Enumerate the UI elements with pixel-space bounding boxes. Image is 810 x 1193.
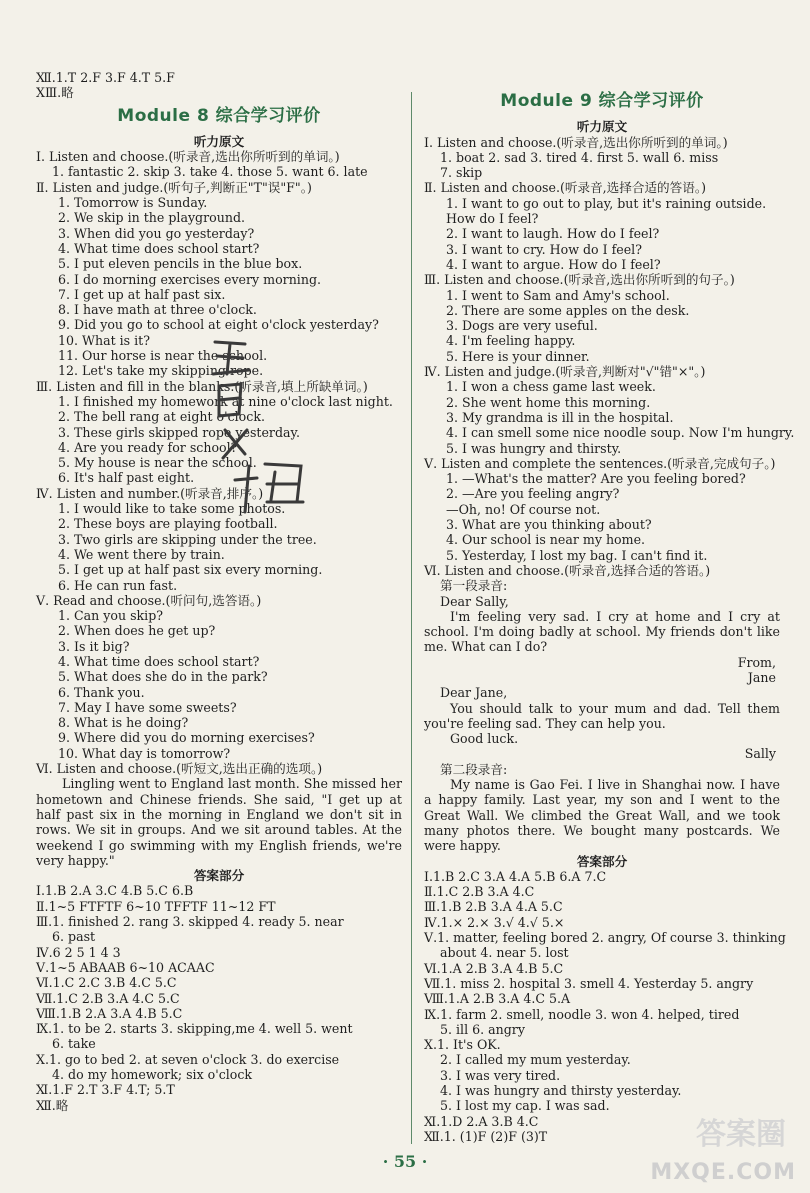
listening-line: 1. I finished my homework at nine o'clock last night.: [58, 393, 393, 409]
answer-line: 6. past: [52, 929, 96, 945]
listening-line: 3. Two girls are skipping under the tree.: [58, 531, 317, 547]
listening-line: 4. What time does school start?: [58, 653, 260, 669]
answer-line: Ⅲ.1. finished 2. rang 3. skipped 4. ready 5. near: [36, 914, 344, 930]
listening-line: 1. I won a chess game last week.: [446, 379, 656, 395]
answer-line: Ⅱ.1.C 2.B 3.A 4.C: [424, 884, 535, 900]
listening-line: 9. Where did you do morning exercises?: [58, 730, 315, 746]
listening-line: 第二段录音:: [440, 761, 508, 777]
answer-line: 2. I called my mum yesterday.: [440, 1052, 631, 1068]
listening-line: 2. These boys are playing football.: [58, 516, 278, 532]
answer-line: Ⅹ.1. go to bed 2. at seven o'clock 3. do exercise: [36, 1051, 340, 1067]
left-top-lines: [36, 70, 402, 101]
listening-line: Ⅰ. Listen and choose.(听录音,选出你所听到的单词。): [424, 134, 728, 150]
listening-line: Lingling went to England last month. She missed her hometown and Chinese friends. She said, "I get up at half past six in the morning in England we don't sit in rows. We sit in groups. And we sit around tables. At the weekend I go swimming with my English friends, we're very happy.": [36, 776, 402, 868]
listening-line: 6. It's half past eight.: [58, 470, 195, 486]
right-answers-title: 答案部分: [576, 853, 628, 869]
listening-line: 5. I was hungry and thirsty.: [446, 440, 622, 456]
listening-line: 12. Let's take my skipping rope.: [58, 363, 264, 379]
listening-line: 1. I want to go out to play, but it's raining outside.: [446, 195, 767, 211]
answer-line: Ⅰ.1.B 2.C 3.A 4.A 5.B 6.A 7.C: [424, 868, 607, 884]
listening-line: 3. These girls skipped rope yesterday.: [58, 424, 300, 440]
right-listening-section: [424, 134, 795, 854]
answer-line: 4. do my homework; six o'clock: [52, 1067, 253, 1082]
answer-line: Ⅲ.1.B 2.B 3.A 4.A 5.C: [424, 899, 563, 915]
answer-line: Ⅵ.1.C 2.C 3.B 4.C 5.C: [36, 975, 177, 991]
listening-line: 10. What is it?: [58, 332, 150, 348]
listening-line: 1. Can you skip?: [58, 608, 164, 624]
answer-line: Ⅴ.1~5 ABAAB 6~10 ACAAC: [36, 959, 215, 975]
answer-line: Ⅳ.6 2 5 1 4 3: [36, 944, 121, 960]
left-answers-title: 答案部分: [193, 868, 245, 884]
listening-line: 2. The bell rang at eight o'clock.: [58, 409, 265, 425]
answer-line: Ⅹ.1. It's OK.: [424, 1037, 501, 1053]
module-8-title: Module 8 综合学习评价: [117, 105, 321, 126]
listening-line: —Oh, no! Of course not.: [446, 501, 601, 517]
listening-line: Ⅳ. Listen and judge.(听录音,判断对"√"错"×"。): [424, 364, 706, 380]
answer-line: Ⅺ.1.F 2.T 3.F 4.T; 5.T: [36, 1082, 175, 1098]
answer-line: 5. I lost my cap. I was sad.: [440, 1098, 610, 1114]
listening-line: 3. Dogs are very useful.: [446, 318, 598, 334]
listening-line: 8. I have math at three o'clock.: [58, 302, 257, 318]
listening-line: 5. Yesterday, I lost my bag. I can't find it.: [446, 547, 708, 563]
answer-line: Ⅳ.1.× 2.× 3.√ 4.√ 5.×: [424, 914, 565, 930]
answer-line: Ⅸ.1. to be 2. starts 3. skipping,me 4. well 5. went: [36, 1021, 353, 1037]
listening-line: Ⅴ. Read and choose.(听问句,选答语。): [36, 592, 262, 608]
answer-line: Ⅵ.1.A 2.B 3.A 4.B 5.C: [424, 960, 564, 976]
listening-line: 10. What day is tomorrow?: [58, 745, 231, 761]
listening-line: 7. May I have some sweets?: [58, 699, 237, 715]
answer-line: 6. take: [52, 1036, 96, 1052]
watermark-text: MXQE.COM: [650, 1160, 796, 1185]
listening-line: Ⅲ. Listen and fill in the blanks.(听录音,填上所缺单词。): [36, 378, 368, 394]
answer-line: Ⅸ.1. farm 2. smell, noodle 3. won 4. helped, tired: [424, 1006, 740, 1022]
listening-line: 8. What is he doing?: [58, 715, 189, 731]
listening-line: 2. She went home this morning.: [446, 394, 651, 410]
listening-line: 5. What does she do in the park?: [58, 669, 268, 685]
listening-line: 4. I want to argue. How do I feel?: [446, 256, 661, 272]
listening-line: 4. We went there by train.: [58, 546, 225, 562]
answer-line: Ⅶ.1.C 2.B 3.A 4.C 5.C: [36, 990, 180, 1006]
left-column: [36, 0, 402, 1113]
answer-line: 4. I was hungry and thirsty yesterday.: [440, 1083, 682, 1098]
listening-line: 3. Is it big?: [58, 638, 130, 654]
listening-line: Dear Jane,: [440, 685, 508, 701]
answer-line: Ⅻ.略: [36, 1097, 69, 1113]
listening-line: 1. Tomorrow is Sunday.: [58, 195, 208, 211]
listening-line: Ⅵ. Listen and choose.(听录音,选择合适的答语。): [424, 562, 711, 578]
answer-line: Ⅱ.1~5 FTFTF 6~10 TFFTF 11~12 FT: [36, 898, 276, 914]
listening-line: 9. Did you go to school at eight o'clock yesterday?: [58, 317, 379, 333]
answer-line: Ⅷ.1.B 2.A 3.A 4.B 5.C: [36, 1005, 183, 1021]
listening-line: Ⅱ. Listen and judge.(听句子,判断正"T"误"F"。): [36, 179, 312, 195]
listening-line: Ⅱ. Listen and choose.(听录音,选择合适的答语。): [424, 180, 707, 196]
listening-line: 2. —Are you feeling angry?: [446, 486, 620, 502]
listening-line: Ⅴ. Listen and complete the sentences.(听录音,完成句子。): [424, 455, 776, 471]
listening-line: 6. Thank you.: [58, 684, 145, 700]
listening-line: 3. What are you thinking about?: [446, 517, 652, 533]
watermark-logo: 答案圈: [696, 1117, 786, 1152]
listening-line: 3. My grandma is ill in the hospital.: [446, 409, 674, 425]
listening-line: 3. I want to cry. How do I feel?: [446, 241, 642, 257]
listening-line: Ⅳ. Listen and number.(听录音,排序。): [36, 485, 264, 501]
listening-line: 1. fantastic 2. skip 3. take 4. those 5. want 6. late: [52, 164, 368, 180]
listening-line: Dear Sally,: [440, 593, 509, 609]
answer-line: Ⅻ.1. (1)F (2)F (3)T: [424, 1128, 548, 1144]
listening-line: How do I feel?: [446, 211, 539, 227]
listening-line: 5. Here is your dinner.: [446, 348, 590, 364]
answer-line: about 4. near 5. lost: [440, 945, 569, 961]
listening-line: Good luck.: [450, 731, 519, 747]
page-number: · 55 ·: [382, 1152, 428, 1171]
listening-line: 7. skip: [440, 165, 483, 181]
listening-line: 5. I put eleven pencils in the blue box.: [58, 256, 303, 272]
listening-line: 1. boat 2. sad 3. tired 4. first 5. wall 6. miss: [440, 149, 719, 165]
listening-line: From,: [737, 654, 776, 670]
listening-line: 5. I get up at half past six every morning.: [58, 562, 323, 578]
listening-line: 1. I went to Sam and Amy's school.: [446, 287, 670, 303]
listening-line: 4. I'm feeling happy.: [446, 333, 576, 349]
right-column: [424, 0, 795, 1144]
listening-line: 4. Our school is near my home.: [446, 532, 646, 548]
answer-line: ⅩⅢ.略: [36, 85, 74, 101]
listening-line: 3. When did you go yesterday?: [58, 225, 255, 241]
listening-line: Jane: [747, 669, 776, 685]
listening-line: 2. We skip in the playground.: [58, 210, 246, 226]
listening-line: Ⅰ. Listen and choose.(听录音,选出你所听到的单词。): [36, 149, 340, 165]
listening-line: 11. Our horse is near the school.: [58, 348, 268, 364]
listening-line: 2. When does he get up?: [58, 623, 216, 639]
listening-line: 4. Are you ready for school?: [58, 439, 238, 455]
answer-line: 3. I was very tired.: [440, 1067, 561, 1083]
answer-line: Ⅰ.1.B 2.A 3.C 4.B 5.C 6.B: [36, 883, 194, 899]
listening-line: 4. What time does school start?: [58, 240, 260, 256]
listening-line: 5. My house is near the school.: [58, 455, 257, 471]
answer-line: Ⅷ.1.A 2.B 3.A 4.C 5.A: [424, 991, 571, 1007]
listening-line: 6. I do morning exercises every morning.: [58, 271, 322, 287]
listening-line: I'm feeling very sad. I cry at home and I cry at school. I'm doing badly at school. My friends don't like me. What can I do?: [424, 608, 780, 655]
right-answers-section: [424, 868, 786, 1144]
listening-line: 2. There are some apples on the desk.: [446, 302, 690, 318]
left-listening-title: 听力原文: [193, 133, 245, 149]
listening-line: Sally: [744, 746, 776, 762]
module-9-title: Module 9 综合学习评价: [500, 91, 704, 111]
listening-line: 6. He can run fast.: [58, 577, 178, 593]
listening-line: My name is Gao Fei. I live in Shanghai now. I have a happy family. Last year, my son and I went to the Great Wall. We climbed the Great Wall, and we took many photos there. We bought many postcards. We were happy.: [424, 777, 780, 854]
right-listening-title: 听力原文: [576, 119, 628, 135]
listening-line: Ⅲ. Listen and choose.(听录音,选出你所听到的句子。): [424, 272, 735, 288]
listening-line: 4. I can smell some nice noodle soup. Now I'm hungry.: [446, 425, 795, 441]
answer-line: Ⅶ.1. miss 2. hospital 3. smell 4. Yesterday 5. angry: [424, 975, 754, 991]
listening-line: 第一段录音:: [440, 578, 508, 594]
answer-line: Ⅺ.1.D 2.A 3.B 4.C: [424, 1113, 539, 1129]
answer-line: Ⅴ.1. matter, feeling bored 2. angry, Of course 3. thinking: [424, 930, 786, 946]
listening-line: You should talk to your mum and dad. Tell them you're feeling sad. They can help you.: [424, 700, 780, 731]
left-answers-section: [36, 883, 402, 1112]
listening-line: 2. I want to laugh. How do I feel?: [446, 226, 660, 242]
listening-line: Ⅵ. Listen and choose.(听短文,选出正确的选项。): [36, 761, 323, 777]
column-divider: [411, 92, 412, 1144]
listening-line: 7. I get up at half past six.: [58, 286, 226, 302]
handwriting-mark: [205, 334, 315, 524]
answer-line: Ⅻ.1.T 2.F 3.F 4.T 5.F: [36, 70, 175, 85]
answer-line: 5. ill 6. angry: [440, 1021, 525, 1037]
listening-line: 1. I would like to take some photos.: [58, 501, 286, 517]
listening-line: 1. —What's the matter? Are you feeling bored?: [446, 471, 746, 487]
